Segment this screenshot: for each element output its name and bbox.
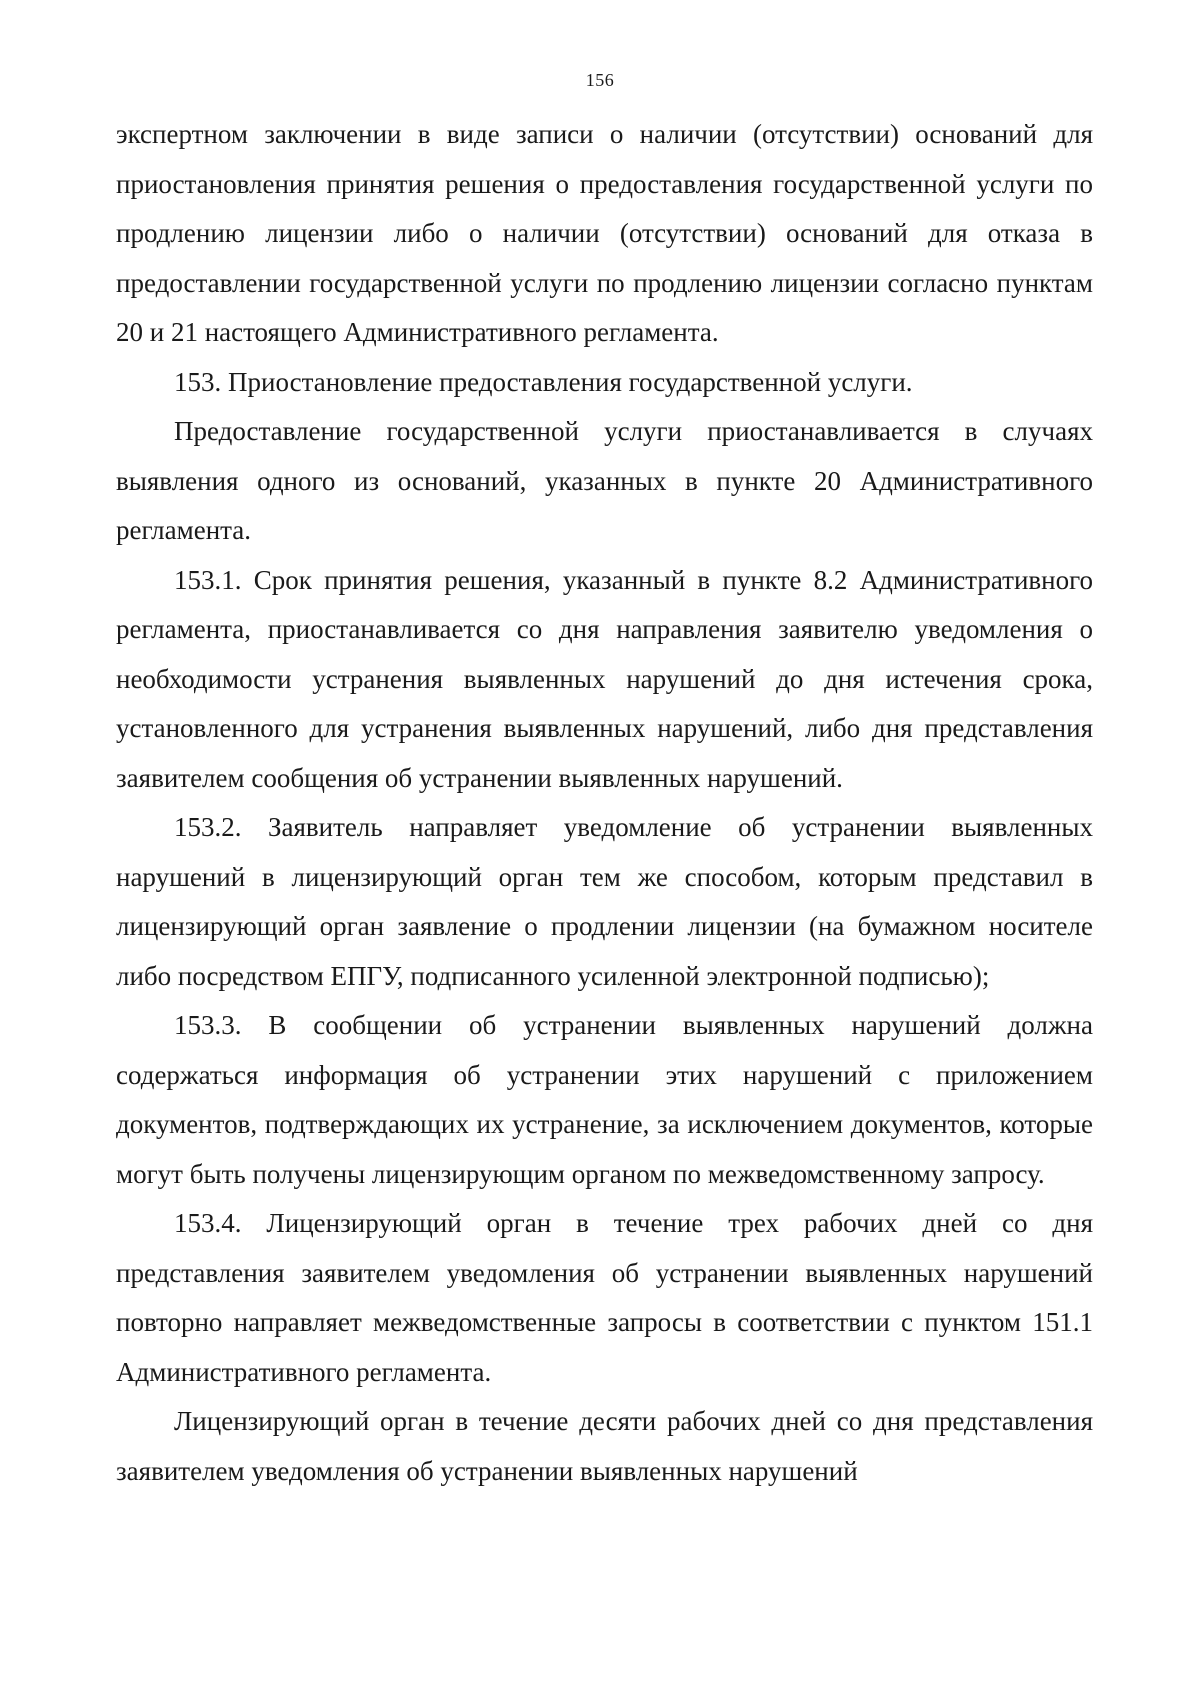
paragraph-153-4: 153.4. Лицензирующий орган в течение трех рабочих дней со дня представления заявителем уведомления об устранении выявленных нарушений повторно направляет межведомственные запросы в соответствии с пунктом 151.1 Административного регламента. [116, 1208, 1093, 1387]
paragraph-153-2: 153.2. Заявитель направляет уведомление об устранении выявленных нарушений в лицензирующий орган тем же способом, которым представил в лицензирующий орган заявление о продлении лицензии (на бумажном носителе либо посредством ЕПГУ, подписанного усиленной электронной подписью); [116, 812, 1093, 991]
paragraph-153-1: 153.1. Срок принятия решения, указанный в пункте 8.2 Административного регламента, приостанавливается со дня направления заявителю уведомления о необходимости устранения выявленных нарушений до дня истечения срока, установленного для устранения выявленных нарушений, либо дня представления заявителем сообщения об устранении выявленных нарушений. [116, 564, 1093, 793]
paragraph-153-3: 153.3. В сообщении об устранении выявленных нарушений должна содержаться информация об устранении этих нарушений с приложением документов, подтверждающих их устранение, за исключением документов, которые могут быть получены лицензирующим органом по межведомственному запросу. [116, 1010, 1093, 1189]
document-body [116, 110, 1093, 1496]
paragraph-ten-days: Лицензирующий орган в течение десяти рабочих дней со дня представления заявителем уведомления об устранении выявленных нарушений [116, 1406, 1093, 1486]
paragraph-suspension-cases: Предоставление государственной услуги приостанавливается в случаях выявления одного из оснований, указанных в пункте 20 Административного регламента. [116, 416, 1093, 545]
paragraph-continuation: экспертном заключении в виде записи о наличии (отсутствии) оснований для приостановления принятия решения о предоставления государственной услуги по продлению лицензии либо о наличии (отсутствии) оснований для отказа в предоставлении государственной услуги по продлению лицензии согласно пунктам 20 и 21 настоящего Административного регламента. [116, 119, 1093, 347]
paragraph-153-heading: 153. Приостановление предоставления государственной услуги. [174, 366, 913, 397]
page-number: 156 [585, 70, 615, 90]
